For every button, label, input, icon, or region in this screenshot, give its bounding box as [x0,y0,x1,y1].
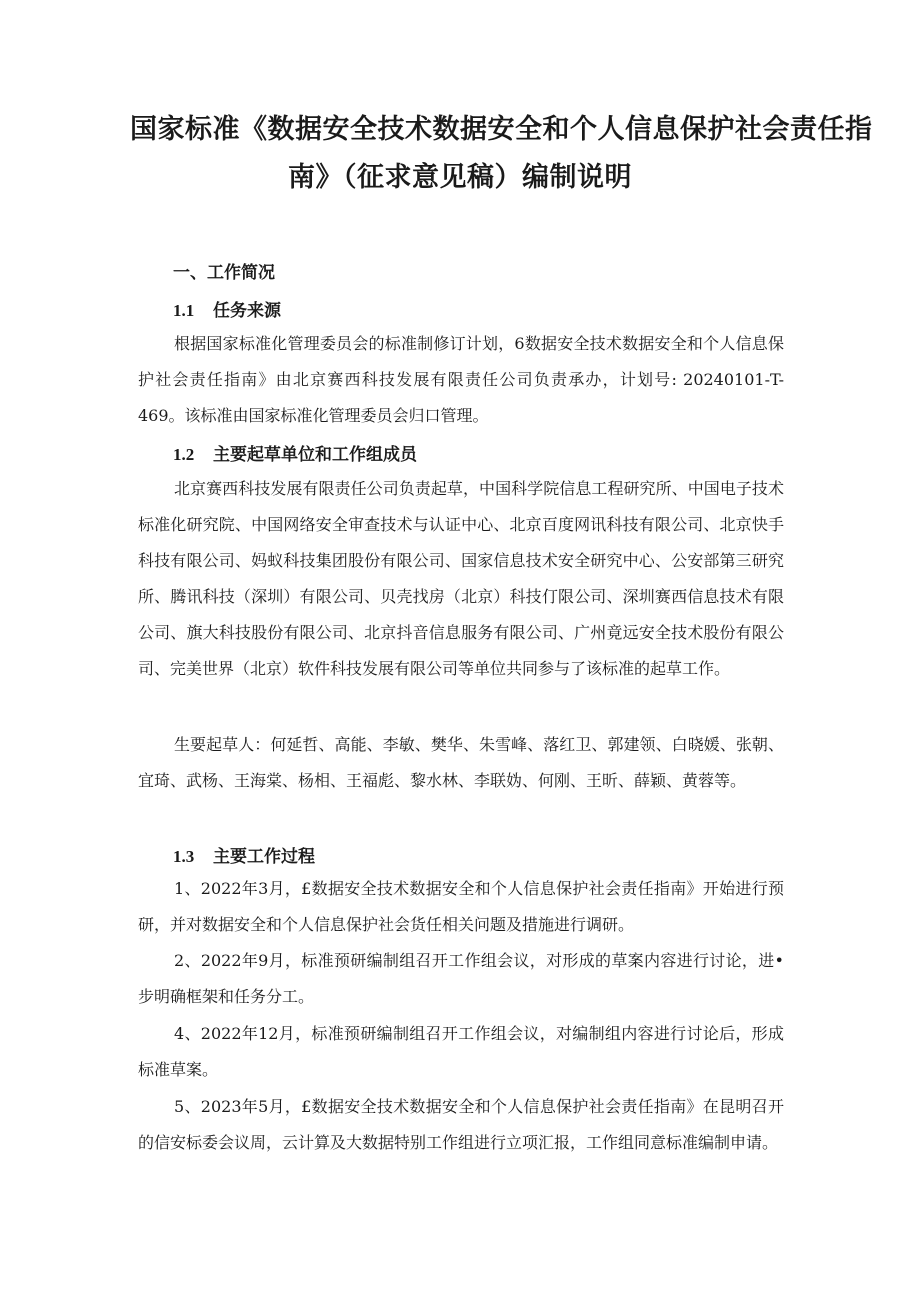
subsection-heading-1-3 [173,842,315,867]
paragraph-process-step-2: 2、2022年9月，标准预研编制组召开工作组会议，对形成的草案内容进行讨论，进•步明确框架和任务分工。 [138,951,784,1006]
paragraph-process-step-4: 4、2022年12月，标准预研编制组召开工作组会议，对编制组内容进行讨论后，形成标准草案。 [138,1024,784,1079]
paragraph-task-source: 根据国家标准化管理委员会的标准制修订计划，6数据安全技术数据安全和个人信息保护社会责任指南》由北京赛西科技发展有限责任公司负责承办，计划号: 20240101-T-469。该标准由国家标准化管理委员会归口管理。 [138,334,784,425]
subsection-number: 1.2 [173,445,195,464]
document-title-line-1: 国家标准《数据安全技术数据安全和个人信息保护社会责任指 [130,114,873,145]
subsection-number: 1.1 [173,301,195,320]
document-title-line-2: 南》（征求意见稿）编制说明 [288,162,632,193]
subsection-number: 1.3 [173,847,195,866]
paragraph-process-step-5: 5、2023年5月，£数据安全技术数据安全和个人信息保护社会责任指南》在昆明召开的信安标委会议周，云计算及大数据特别工作组进行立项汇报，工作组同意标准编制申请。 [138,1097,784,1152]
paragraph-process-step-1: 1、2022年3月，£数据安全技术数据安全和个人信息保护社会责任指南》开始进行预研，并对数据安全和个人信息保护社会货任相关问题及措施进行调研。 [138,879,784,934]
section-heading-work-overview: 一、工作简况 [173,263,275,283]
subsection-title: 任务来源 [213,301,281,321]
subsection-heading-1-2 [173,440,417,465]
paragraph-drafting-units: 北京赛西科技发展有限责任公司负责起草，中国科学院信息工程研究所、中国电子技术标准化研究院、中国网络安全审查技术与认证中心、北京百度网讯科技有限公司、北京快手科技有限公司、妈蚁科技集团股份有限公司、国家信息技术安全研究中心、公安部第三研究所、腾讯科技（深圳）有限公司、贝壳找房（北京）科技仃限公司、深圳赛西信息技术有限公司、旗大科技股份有限公司、北京抖音信息服务有限公司、广州竟远安全技术股份有限公司、完美世界（北京）软件科技发展有限公司等单位共同参与了该标准的起草工作。 [138,479,784,678]
subsection-heading-1-1 [173,296,281,321]
paragraph-main-drafters: 生要起草人：何延哲、高能、李敏、樊华、朱雪峰、落红卫、郭建领、白晓媛、张朝、宜琦、武杨、王海棠、杨相、王福彪、黎水林、李联妫、何刚、王昕、薛颖、黄蓉等。 [138,735,784,790]
subsection-title: 主要工作过程 [213,847,315,867]
subsection-title: 主要起草单位和工作组成员 [213,445,417,465]
